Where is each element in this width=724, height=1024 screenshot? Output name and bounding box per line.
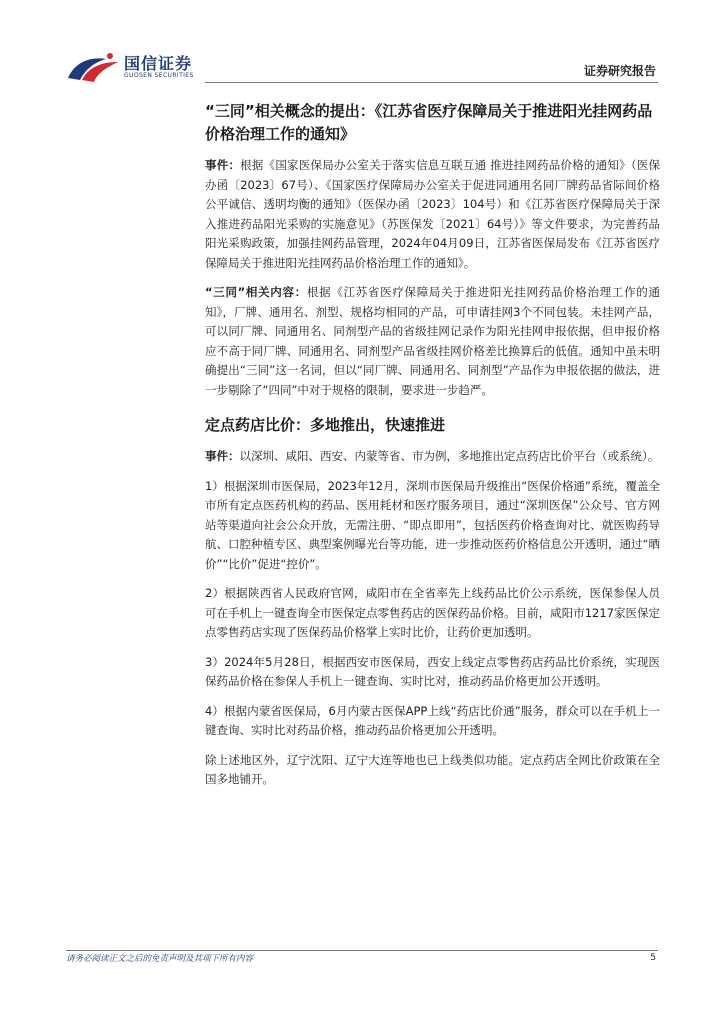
paragraph-event-2 [205,447,660,467]
paragraph-event-1 [205,156,660,273]
main-content [205,100,660,800]
santong-text: 根据《江苏省医疗保障局关于推进阳光挂网药品价格治理工作的通知》，厂牌、通用名、剂型、规格均相同的产品，可申请挂网3个不同包装。未挂网产品，可以同厂牌、同通用名、同剂型产品的省级挂网记录作为阳光挂网申报依据，但申报价格应不高于同厂牌、同通用名、同剂型产品省级挂网价格差比换算后的低值。通知中虽未明确提出“三同”这一名词，但以“同厂牌、同通用名、同剂型”产品作为申报依据的做法，进一步剔除了“四同”中对于规格的限制，要求进一步趋严。 [205,285,660,397]
guosen-logo-icon [66,50,120,84]
company-logo [66,50,206,84]
logo-english-text: GUOSEN SECURITIES [124,72,194,79]
logo-chinese-text: 国信证券 [124,54,193,73]
footer-divider [66,950,658,951]
paragraph-summary: 除上述地区外，辽宁沈阳、辽宁大连等地也已上线类似功能。定点药店全网比价政策在全国多地铺开。 [205,752,660,786]
paragraph-xianyang: 2）根据陕西省人民政府官网，咸阳市在全省率先上线药品比价公示系统，医保参保人员可在手机上一键查询全市医保定点零售药店的医保药品价格。目前，咸阳市1217家医保定点零售药店实现了医保药品价格掌上实时比价，让药价更加透明。 [205,586,660,639]
page-header [0,0,724,80]
section-heading-pharmacy-price: 定点药店比价：多地推出，快速推进 [205,416,446,434]
event-lead-label: 事件： [205,158,241,172]
event-text: 以深圳、咸阳、西安、内蒙等省、市为例，多地推出定点药店比价平台（或系统）。 [239,449,660,463]
page-number: 5 [650,953,656,963]
paragraph-xian: 3）2024年5月28日，根据西安市医保局，西安上线定点零售药店药品比价系统，实现医保药品价格在参保人手机上一键查询、实时比对，推动药品价格更加公开透明。 [205,654,660,688]
report-type-label: 证券研究报告 [583,64,656,78]
header-divider [205,82,658,83]
footer-disclaimer: 请务必阅读正文之后的免责声明及其项下所有内容 [66,954,254,964]
event-text: 根据《国家医保局办公室关于落实信息互联互通 推进挂网药品价格的通知》（医保办函〔2023〕67号）、《国家医疗保障局办公室关于促进同通用名同厂牌药品省际间价格公平诚信、透明均衡的通知》（医保办函〔2023〕104号）和《江苏省医疗保障局关于深入推进药品阳光采购的实施意见》（苏医保发〔2021〕64号）》等文件要求，为完善药品阳光采购政策，加强挂网药品管理，2024年04月09日，江苏省医保局发布《江苏省医疗保障局关于推进阳光挂网药品价格治理工作的通知》。 [205,158,661,270]
event-lead-label: 事件： [205,449,240,463]
paragraph-neimeng: 4）根据内蒙省医保局，6月内蒙古医保APP上线“药店比价通”服务，群众可以在手机上一键查询、实时比对药品价格，推动药品价格更加公开透明。 [205,703,660,737]
santong-lead-label: “三同”相关内容： [205,285,307,299]
section-heading-sanTong: “三同”相关概念的提出：《江苏省医疗保障局关于推进阳光挂网药品价格治理工作的通知》 [205,102,653,143]
paragraph-shenzhen: 1）根据深圳市医保局，2023年12月，深圳市医保局升级推出“医保价格通”系统，覆盖全市所有定点医药机构的药品、医用耗材和医疗服务项目，通过“深圳医保”公众号、官方网站等渠道向社会公众开放，无需注册、“即点即用”，包括医药价格查询对比、就医购药导航、口腔种植专区、典型案例曝光台等功能，进一步推动医药价格信息公开透明，通过“晒价”“比价”促进“控价”。 [205,478,660,571]
paragraph-santong-content [205,283,660,400]
